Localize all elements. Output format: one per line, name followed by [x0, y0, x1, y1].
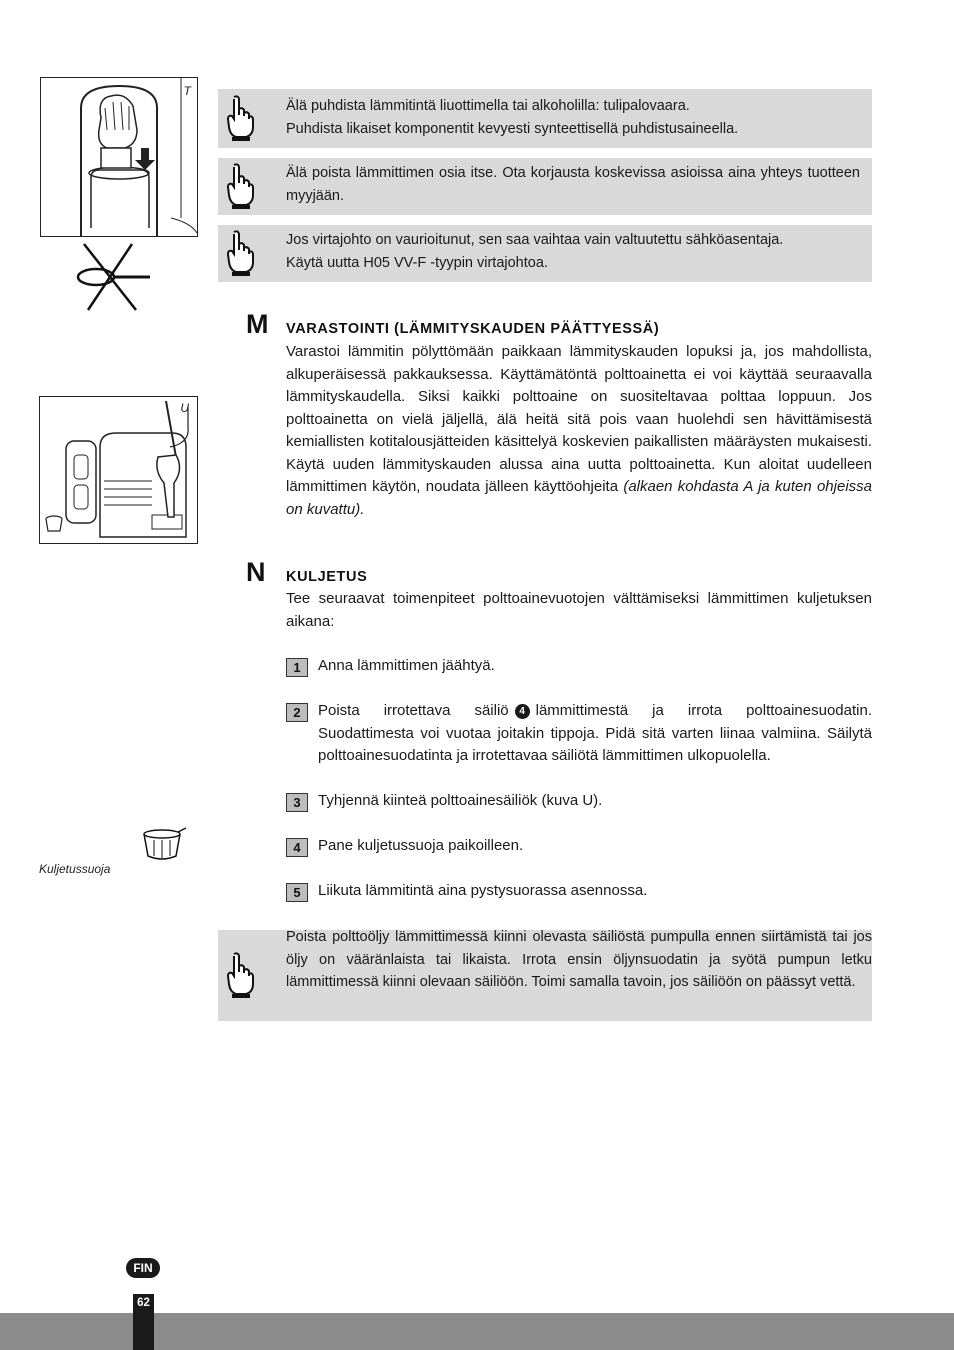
note-line: Jos virtajohto on vaurioitunut, sen saa vaihtaa vain valtuutettu sähköasentaja. — [286, 232, 784, 248]
figure-t — [40, 77, 198, 237]
step-text: Tyhjennä kiinteä polttoainesäiliök (kuva U). — [318, 792, 603, 809]
warning-hand-icon — [224, 163, 256, 209]
warning-note-cord-text — [286, 229, 860, 274]
section-n-letter: N — [246, 557, 266, 587]
figure-u-label: U — [180, 401, 189, 415]
warning-note-solvent-text — [286, 95, 860, 140]
step-number: 4 — [286, 838, 308, 857]
section-m-body — [286, 341, 872, 521]
section-m-title: VARASTOINTI (LÄMMITYSKAUDEN PÄÄTTYESSÄ) — [286, 321, 660, 337]
transport-cap-caption: Kuljetussuoja — [39, 862, 111, 876]
figure-u — [39, 396, 198, 544]
section-m-body-italic: (alkaen kohdasta A ja kuten ohjeissa on kuvattu). — [286, 478, 872, 518]
note-line: Käytä uutta H05 VV-F -tyypin virtajohtoa. — [286, 254, 548, 271]
warning-note-repair — [218, 158, 872, 215]
part-reference-badge: 4 — [515, 704, 530, 719]
note-line: Poista polttoöljy lämmittimessä kiinni olevasta säiliöstä pumpulla ennen siirtämistä tai jos öljy on vääränlaista tai likaista. Irrota ensin öljynsuodatin ja syötä pumpun letku lämmittimessä kiinni olevaan säiliöön. Toimi samalla tavoin, jos säiliöön on päässyt vettä. — [286, 929, 872, 990]
note-line: Älä puhdista lämmitintä liuottimella tai alkoholilla: tulipalovaara. — [286, 98, 690, 114]
note-line: Älä poista lämmittimen osia itse. Ota korjausta koskevissa asioissa aina yhteys tuotteen myyjään. — [286, 165, 860, 204]
figure-t-illustration — [41, 78, 197, 236]
step-text: Anna lämmittimen jäähtyä. — [318, 657, 495, 674]
screwdriver-crossed-icon — [74, 242, 154, 312]
warning-hand-icon — [224, 952, 256, 998]
step-text — [318, 700, 872, 768]
step-text-part: lämmittimestä ja irrota polttoainesuodatin. Suodattimesta voi vuotaa joitakin tippoja. Pidä sitä varten liinaa valmiina. Säilytä polttoainesuodatinta ja irrotettavaa säiliötä lämmittimen ulkopuolella. — [318, 702, 872, 764]
step-number: 5 — [286, 883, 308, 902]
section-n-intro: Tee seuraavat toimenpiteet polttoainevuotojen välttämiseksi lämmittimen kuljetuksen aikana: — [286, 590, 872, 630]
section-n-title: KULJETUS — [286, 569, 368, 585]
figure-t-label: T — [183, 84, 191, 98]
section-m-letter: M — [246, 309, 269, 339]
step-text: Pane kuljetussuoja paikoilleen. — [318, 837, 524, 854]
note-line: Puhdista likaiset komponentit kevyesti synteettisellä puhdistusaineella. — [286, 120, 739, 137]
warning-note-solvent — [218, 89, 872, 148]
warning-note-cord — [218, 225, 872, 282]
step-number: 1 — [286, 658, 308, 677]
step-number: 2 — [286, 703, 308, 722]
warning-hand-icon — [224, 230, 256, 276]
step-text-part: Poista irrotettava säiliö — [318, 702, 509, 719]
warning-hand-icon — [224, 95, 256, 141]
warning-note-repair-text — [286, 162, 860, 207]
warning-note-pump — [218, 930, 872, 1021]
warning-note-pump-text — [286, 926, 872, 994]
section-m-body-text: Varastoi lämmitin pölyttömään paikkaan lämmityskauden lopuksi ja, jos mahdollista, alkuperäisessä pakkauksessa. Käyttämätöntä polttoainetta ei voi käyttää seuraavalla lämmityskaudella. Siksi kaikki polttoaine on suositeltavaa polttaa loppuun. Jos polttoainetta on vielä jäljellä, älä heitä sitä pois vaan huolehdi sen hävittämisestä kemiallisten kotitalousjätteiden käsittelyä koskevien paikallisten määräysten mukaisesti. Käytä uuden lämmityskauden alussa aina uutta polttoainetta. Kun aloitat uudelleen lämmittimen käytön, noudata jälleen käyttöohjeita — [286, 343, 872, 495]
figure-u-illustration — [40, 397, 197, 543]
transport-cap-icon — [140, 826, 190, 864]
language-badge: FIN — [126, 1258, 160, 1278]
step-number: 3 — [286, 793, 308, 812]
step-text: Liikuta lämmitintä aina pystysuorassa asennossa. — [318, 882, 648, 899]
page-number: 62 — [137, 1297, 150, 1309]
